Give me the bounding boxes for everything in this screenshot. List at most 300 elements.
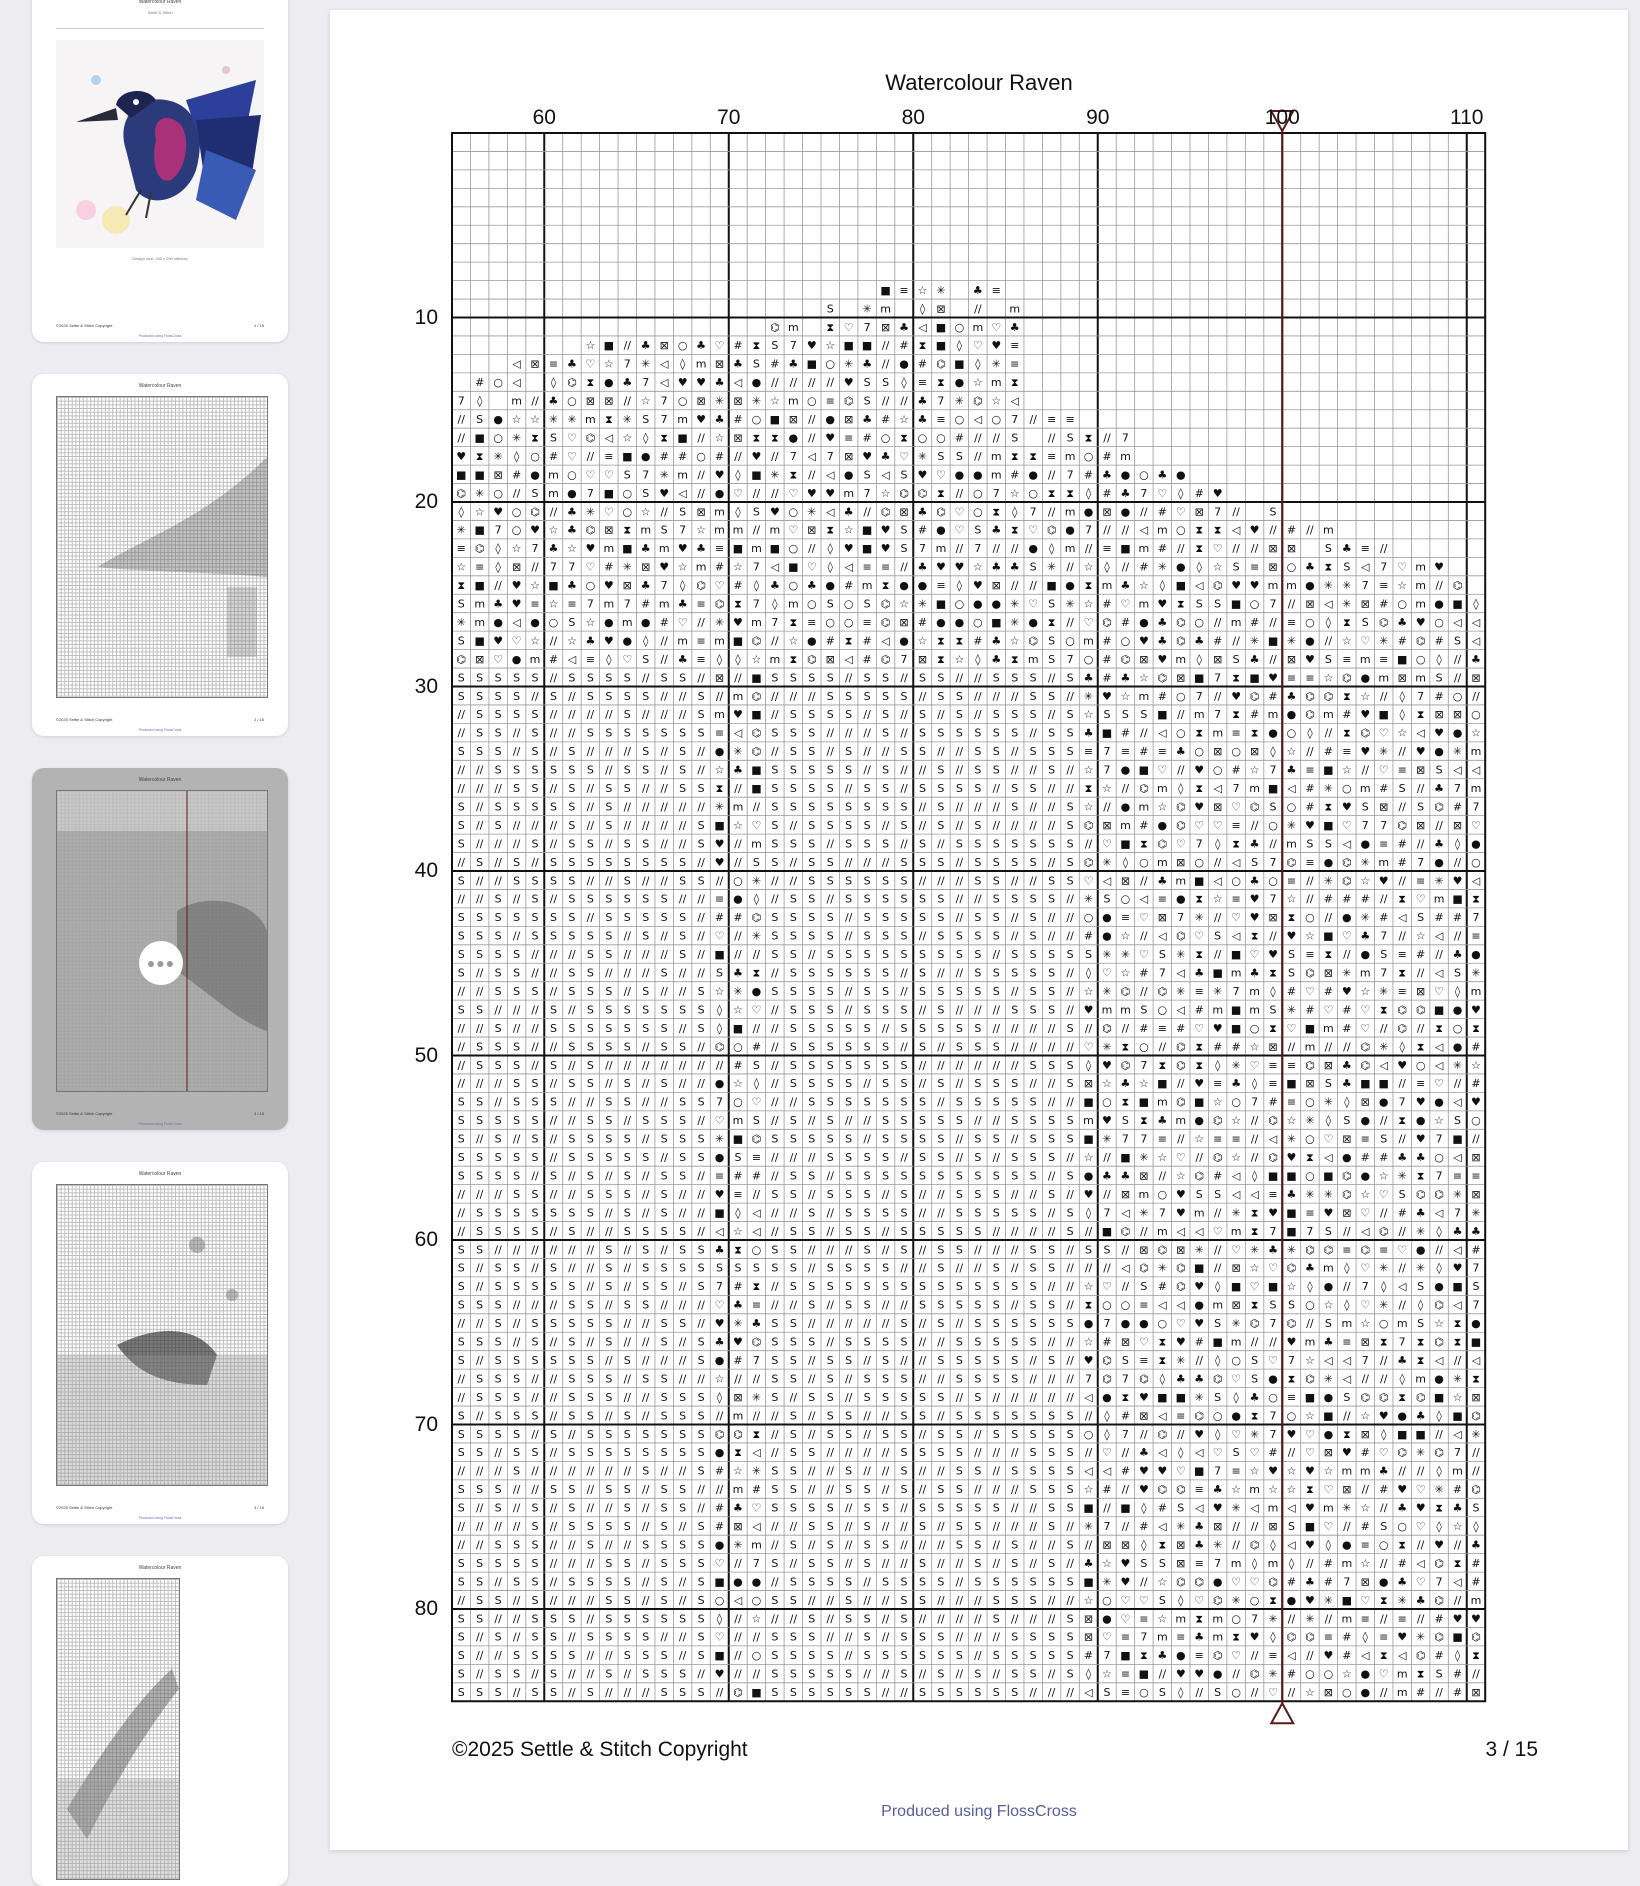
stitch-symbol: S bbox=[1398, 782, 1406, 796]
stitch-symbol: ○ bbox=[1231, 1686, 1241, 1700]
stitch-symbol: ♣ bbox=[1083, 726, 1094, 740]
stitch-symbol: ○ bbox=[1378, 1538, 1389, 1552]
stitch-symbol: ♣ bbox=[806, 579, 817, 593]
stitch-symbol: ⌬ bbox=[1397, 1003, 1407, 1017]
stitch-symbol: ♥ bbox=[1415, 1132, 1426, 1146]
stitch-symbol: ◁ bbox=[1010, 394, 1019, 408]
stitch-symbol: S bbox=[1066, 1630, 1074, 1644]
stitch-symbol: S bbox=[882, 1649, 890, 1663]
stitch-symbol: ■ bbox=[1230, 948, 1242, 962]
stitch-symbol: ♥ bbox=[1397, 1630, 1408, 1644]
stitch-symbol: m bbox=[787, 320, 799, 334]
stitch-symbol: S bbox=[660, 1390, 668, 1404]
stitch-symbol: S bbox=[1048, 1427, 1056, 1441]
stitch-symbol: // bbox=[771, 892, 779, 906]
stitch-symbol: m bbox=[1212, 726, 1224, 740]
stitch-symbol: ◊ bbox=[1436, 1464, 1442, 1478]
stitch-symbol: ∕∕ bbox=[734, 929, 742, 943]
stitch-symbol: ◁ bbox=[1453, 1427, 1462, 1441]
stitch-symbol: ■ bbox=[1230, 1021, 1242, 1035]
stitch-symbol: ♡ bbox=[1212, 1224, 1223, 1238]
stitch-symbol: S bbox=[900, 800, 908, 814]
stitch-symbol: ● bbox=[1120, 800, 1131, 814]
stitch-symbol: ♥ bbox=[1212, 1021, 1223, 1035]
stitch-symbol: S bbox=[642, 1612, 650, 1626]
stitch-symbol: // bbox=[881, 1021, 890, 1035]
stitch-symbol: S bbox=[549, 1169, 557, 1183]
stitch-symbol: ♥ bbox=[603, 579, 614, 593]
stitch-symbol: ○ bbox=[1139, 468, 1149, 482]
stitch-symbol: S bbox=[826, 1353, 834, 1367]
stitch-symbol: S bbox=[845, 1021, 853, 1035]
stitch-symbol: m bbox=[1359, 652, 1371, 666]
stitch-symbol: ♥ bbox=[1194, 1077, 1205, 1091]
stitch-symbol: ♡ bbox=[1360, 1206, 1371, 1220]
stitch-symbol: S bbox=[697, 1427, 705, 1441]
stitch-symbol: # bbox=[1120, 615, 1131, 629]
stitch-symbol: ☆ bbox=[1286, 745, 1297, 759]
stitch-symbol: S bbox=[457, 1612, 465, 1626]
stitch-symbol: ⧗ bbox=[1195, 726, 1204, 740]
stitch-symbol: // bbox=[844, 1501, 853, 1515]
stitch-symbol: ● bbox=[1175, 1649, 1186, 1663]
stitch-symbol: S bbox=[882, 1151, 890, 1165]
stitch-symbol: m bbox=[1101, 579, 1113, 593]
stitch-symbol: 7 bbox=[937, 394, 945, 408]
stitch-symbol: S bbox=[1251, 855, 1259, 869]
page-thumbnail-1[interactable] bbox=[32, 0, 288, 342]
stitch-symbol: ⌬ bbox=[1305, 1630, 1315, 1644]
stitch-symbol: ◁ bbox=[1084, 1686, 1093, 1700]
stitch-symbol: ✳ bbox=[1286, 1132, 1297, 1146]
stitch-symbol: ≡ bbox=[1416, 1077, 1426, 1091]
stitch-symbol: // bbox=[918, 1077, 927, 1091]
stitch-symbol: S bbox=[476, 1575, 484, 1589]
stitch-symbol: S bbox=[937, 782, 945, 796]
stitch-symbol: // bbox=[605, 1353, 613, 1367]
stitch-symbol: ♣ bbox=[1157, 1114, 1168, 1128]
stitch-symbol: ⌬ bbox=[1360, 726, 1371, 740]
stitch-symbol: ♥ bbox=[1304, 1538, 1315, 1552]
stitch-symbol: ⧗ bbox=[1047, 486, 1056, 500]
stitch-symbol: // bbox=[844, 984, 853, 998]
stitch-symbol: S bbox=[568, 1649, 576, 1663]
stitch-symbol: S bbox=[1066, 1538, 1074, 1552]
stitch-symbol: ■ bbox=[732, 634, 744, 648]
stitch-symbol: S bbox=[586, 1372, 594, 1386]
stitch-symbol: ✳ bbox=[770, 468, 780, 482]
stitch-symbol: ○ bbox=[511, 505, 522, 519]
stitch-symbol: S bbox=[1011, 948, 1019, 962]
stitch-symbol: // bbox=[863, 1114, 871, 1128]
stitch-symbol: ■ bbox=[806, 357, 817, 371]
stitch-symbol: ♡ bbox=[1249, 1280, 1260, 1294]
stitch-symbol: ✳ bbox=[1342, 597, 1352, 611]
stitch-symbol: ◊ bbox=[1381, 1427, 1387, 1441]
stitch-symbol: ☆ bbox=[1083, 984, 1094, 998]
stitch-symbol: S bbox=[457, 1409, 465, 1423]
stitch-symbol: // bbox=[992, 689, 1000, 703]
stitch-symbol: S bbox=[476, 1686, 484, 1700]
stitch-symbol: ■ bbox=[861, 542, 873, 556]
stitch-symbol: ✳ bbox=[1065, 597, 1075, 611]
stitch-symbol: ♡ bbox=[806, 560, 817, 574]
stitch-symbol: S bbox=[1066, 818, 1074, 832]
stitch-symbol: ∕∕ bbox=[771, 1538, 779, 1552]
stitch-symbol: S bbox=[457, 745, 465, 759]
stitch-symbol: ● bbox=[1305, 579, 1315, 593]
stitch-symbol: m bbox=[732, 1114, 744, 1128]
stitch-symbol: ⧗ bbox=[1435, 1501, 1443, 1515]
stitch-symbol: ◊ bbox=[1251, 1556, 1258, 1570]
stitch-symbol: S bbox=[900, 1593, 908, 1607]
stitch-symbol: S bbox=[494, 929, 502, 943]
stitch-symbol: S bbox=[789, 1427, 797, 1441]
stitch-symbol: 7 bbox=[1361, 579, 1369, 593]
stitch-symbol: S bbox=[623, 1409, 631, 1423]
stitch-symbol: S bbox=[457, 634, 465, 648]
stitch-symbol: 7 bbox=[1103, 1649, 1111, 1663]
stitch-symbol: ♥ bbox=[714, 1667, 725, 1681]
stitch-symbol: # bbox=[1342, 1003, 1352, 1017]
stitch-symbol: # bbox=[1194, 486, 1204, 500]
stitch-symbol: S bbox=[992, 892, 1000, 906]
stitch-symbol: ⊠ bbox=[1194, 505, 1204, 519]
stitch-symbol: S bbox=[826, 1556, 834, 1570]
stitch-symbol: // bbox=[475, 984, 484, 998]
stitch-symbol: ∕∕ bbox=[457, 1390, 465, 1404]
stitch-symbol: // bbox=[1029, 726, 1037, 740]
stitch-symbol: S bbox=[771, 671, 779, 685]
stitch-symbol: S bbox=[845, 966, 853, 980]
stitch-symbol: // bbox=[457, 855, 465, 869]
stitch-symbol: # bbox=[917, 357, 928, 371]
stitch-symbol: ♣ bbox=[733, 763, 743, 777]
stitch-symbol: ⧗ bbox=[1342, 1427, 1351, 1441]
stitch-symbol: // bbox=[789, 855, 798, 869]
stitch-symbol: S bbox=[697, 708, 705, 722]
stitch-symbol: ≡ bbox=[1139, 1298, 1149, 1312]
stitch-symbol: m bbox=[695, 357, 707, 371]
stitch-symbol: ∕∕ bbox=[789, 376, 798, 390]
stitch-symbol: ∕∕ bbox=[992, 1243, 1000, 1257]
stitch-symbol: S bbox=[549, 1261, 557, 1275]
stitch-symbol: 7 bbox=[1472, 1261, 1480, 1275]
stitch-symbol: ⊠ bbox=[1342, 1132, 1352, 1146]
stitch-symbol: ✳ bbox=[1139, 1206, 1149, 1220]
stitch-symbol: S bbox=[863, 394, 871, 408]
stitch-symbol: S bbox=[549, 1206, 557, 1220]
stitch-symbol: S bbox=[642, 1114, 650, 1128]
stitch-symbol: ∕∕ bbox=[863, 505, 871, 519]
stitch-symbol: # bbox=[1434, 634, 1444, 648]
stitch-symbol: ♥ bbox=[1378, 1409, 1389, 1423]
stitch-symbol: ∕∕ bbox=[1416, 837, 1425, 851]
stitch-symbol: ∕∕ bbox=[992, 1151, 1000, 1165]
stitch-symbol: S bbox=[494, 1483, 502, 1497]
stitch-symbol: // bbox=[918, 1612, 927, 1626]
stitch-symbol: ∕∕ bbox=[623, 1372, 631, 1386]
page-thumbnail-4[interactable] bbox=[32, 1162, 288, 1524]
stitch-symbol: S bbox=[826, 1538, 834, 1552]
stitch-symbol: S bbox=[918, 1649, 926, 1663]
stitch-symbol: ⊠ bbox=[1120, 1335, 1131, 1349]
stitch-symbol: ◁ bbox=[1416, 1556, 1425, 1570]
stitch-symbol: ⊠ bbox=[1139, 652, 1149, 666]
stitch-symbol: S bbox=[568, 966, 576, 980]
thumb-copyright: ©2025 Settle & Stitch Copyright bbox=[56, 1505, 113, 1510]
stitch-symbol: ⊠ bbox=[1249, 745, 1260, 759]
stitch-symbol: S bbox=[1103, 892, 1111, 906]
stitch-symbol: ∕∕ bbox=[1103, 1261, 1111, 1275]
stitch-symbol: ■ bbox=[769, 542, 781, 556]
stitch-symbol: S bbox=[476, 671, 484, 685]
stitch-symbol: S bbox=[992, 1298, 1000, 1312]
stitch-symbol: S bbox=[826, 1520, 834, 1534]
stitch-symbol: S bbox=[605, 782, 613, 796]
stitch-symbol: S bbox=[937, 1390, 945, 1404]
stitch-symbol: S bbox=[660, 1114, 668, 1128]
stitch-symbol: S bbox=[900, 468, 908, 482]
stitch-symbol: ☆ bbox=[1286, 1464, 1297, 1478]
page-title: Watercolour Raven bbox=[885, 70, 1073, 95]
stitch-symbol: ◊ bbox=[1344, 1095, 1350, 1109]
stitch-symbol: S bbox=[1029, 1667, 1037, 1681]
stitch-symbol: S bbox=[586, 1077, 594, 1091]
stitch-symbol: // bbox=[1066, 1372, 1074, 1386]
stitch-symbol: S bbox=[826, 1021, 834, 1035]
stitch-symbol: // bbox=[605, 1077, 613, 1091]
stitch-symbol: ⧗ bbox=[1416, 1353, 1425, 1367]
stitch-symbol: ∕∕ bbox=[808, 1593, 816, 1607]
stitch-symbol: ● bbox=[1102, 911, 1112, 925]
stitch-symbol: S bbox=[826, 1667, 834, 1681]
stitch-symbol: S bbox=[900, 1058, 908, 1072]
stitch-symbol: 7 bbox=[1085, 1372, 1093, 1386]
stitch-symbol: ■ bbox=[474, 523, 485, 537]
stitch-symbol: // bbox=[844, 1630, 853, 1644]
stitch-symbol: ∕∕ bbox=[697, 1040, 705, 1054]
stitch-symbol: ♥ bbox=[1249, 1630, 1260, 1644]
stitch-symbol: S bbox=[1029, 1446, 1037, 1460]
stitch-symbol: // bbox=[475, 1501, 484, 1515]
stitch-symbol: S bbox=[845, 1483, 853, 1497]
stitch-symbol: S bbox=[992, 874, 1000, 888]
stitch-symbol: // bbox=[1343, 1224, 1351, 1238]
stitch-symbol: ∕∕ bbox=[549, 726, 558, 740]
page-thumbnail-3[interactable] bbox=[32, 768, 288, 1130]
stitch-symbol: ◊ bbox=[1399, 1040, 1405, 1054]
stitch-symbol: S bbox=[918, 984, 926, 998]
stitch-symbol: ∕∕ bbox=[1324, 1040, 1333, 1054]
stitch-symbol: ☆ bbox=[972, 376, 983, 390]
stitch-symbol: S bbox=[826, 1132, 834, 1146]
stitch-symbol: S bbox=[974, 1021, 982, 1035]
stitch-symbol: ⧗ bbox=[900, 431, 908, 445]
stitch-symbol: S bbox=[1011, 1538, 1019, 1552]
stitch-symbol: ⌬ bbox=[1471, 1630, 1481, 1644]
stitch-symbol: ⧗ bbox=[1140, 1114, 1148, 1128]
stitch-symbol: ∕∕ bbox=[586, 1464, 595, 1478]
stitch-symbol: ○ bbox=[1231, 745, 1241, 759]
stitch-symbol: S bbox=[623, 855, 631, 869]
stitch-symbol: ◊ bbox=[1436, 1261, 1442, 1275]
stitch-symbol: ♡ bbox=[714, 1630, 725, 1644]
stitch-symbol: S bbox=[789, 1575, 797, 1589]
stitch-symbol: S bbox=[992, 1686, 1000, 1700]
stitch-symbol: ∕∕ bbox=[752, 1667, 761, 1681]
stitch-symbol: ∕∕ bbox=[1103, 431, 1111, 445]
stitch-symbol: ◁ bbox=[1361, 1649, 1370, 1663]
stitch-symbol: S bbox=[494, 1667, 502, 1681]
stitch-symbol: S bbox=[586, 1187, 594, 1201]
page-thumbnail-5[interactable] bbox=[32, 1556, 288, 1886]
stitch-symbol: ✳ bbox=[1231, 1501, 1241, 1515]
stitch-symbol: ∕∕ bbox=[955, 874, 964, 888]
stitch-symbol: // bbox=[475, 1520, 484, 1534]
stitch-symbol: S bbox=[1066, 1021, 1074, 1035]
stitch-symbol: ✳ bbox=[567, 413, 577, 427]
stitch-symbol: # bbox=[1323, 892, 1333, 906]
stitch-symbol: m bbox=[1341, 1556, 1353, 1570]
stitch-symbol: 7 bbox=[1251, 1612, 1259, 1626]
stitch-symbol: S bbox=[531, 1593, 539, 1607]
stitch-symbol: S bbox=[586, 892, 594, 906]
stitch-symbol: S bbox=[900, 1446, 908, 1460]
stitch-symbol: S bbox=[568, 1390, 576, 1404]
stitch-symbol: S bbox=[568, 1280, 576, 1294]
stitch-symbol: S bbox=[568, 1372, 576, 1386]
stitch-symbol: ◁ bbox=[1324, 1353, 1333, 1367]
stitch-symbol: ⌬ bbox=[880, 597, 891, 611]
stitch-symbol: S bbox=[882, 892, 890, 906]
stitch-symbol: S bbox=[882, 837, 890, 851]
stitch-symbol: // bbox=[568, 1243, 576, 1257]
stitch-symbol: // bbox=[1011, 1446, 1019, 1460]
stitch-symbol: S bbox=[808, 1058, 816, 1072]
stitch-symbol: S bbox=[1085, 1243, 1093, 1257]
stitch-symbol: ≡ bbox=[917, 376, 928, 390]
stitch-symbol: ∕∕ bbox=[918, 1667, 927, 1681]
stitch-symbol: // bbox=[1103, 523, 1111, 537]
stitch-symbol: ● bbox=[1175, 560, 1186, 574]
stitch-symbol: ♣ bbox=[1341, 1077, 1352, 1091]
row-label: 60 bbox=[414, 1228, 438, 1251]
stitch-symbol: ☆ bbox=[733, 1077, 743, 1091]
stitch-symbol: // bbox=[549, 1538, 558, 1552]
stitch-symbol: S bbox=[955, 1372, 963, 1386]
stitch-symbol: S bbox=[1417, 1280, 1425, 1294]
stitch-symbol: # bbox=[1083, 1649, 1094, 1663]
stitch-symbol: ⧗ bbox=[1324, 560, 1333, 574]
stitch-symbol: S bbox=[605, 671, 613, 685]
stitch-symbol: S bbox=[568, 745, 576, 759]
stitch-symbol: S bbox=[586, 1151, 594, 1165]
stitch-symbol: m bbox=[1212, 1298, 1224, 1312]
stitch-symbol: ∕∕ bbox=[457, 1520, 465, 1534]
stitch-symbol: ○ bbox=[1157, 1317, 1168, 1331]
stitch-symbol: S bbox=[494, 1556, 502, 1570]
stitch-symbol: S bbox=[586, 1538, 594, 1552]
stitch-symbol: // bbox=[937, 745, 945, 759]
stitch-symbol: ∕∕ bbox=[881, 1612, 890, 1626]
stitch-symbol: ☆ bbox=[1360, 984, 1371, 998]
stitch-symbol: # bbox=[1213, 1040, 1223, 1054]
stitch-symbol: ⊠ bbox=[1323, 1446, 1333, 1460]
stitch-symbol: S bbox=[882, 800, 890, 814]
stitch-symbol: // bbox=[937, 1095, 945, 1109]
stitch-symbol: S bbox=[974, 1298, 982, 1312]
stitch-symbol: S bbox=[549, 1003, 557, 1017]
stitch-symbol: S bbox=[623, 837, 631, 851]
stitch-symbol: 7 bbox=[1103, 1206, 1111, 1220]
stitch-symbol: ∕∕ bbox=[549, 1224, 558, 1238]
stitch-symbol: // bbox=[605, 1649, 613, 1663]
page-thumbnail-2[interactable] bbox=[32, 374, 288, 736]
stitch-symbol: S bbox=[937, 1353, 945, 1367]
stitch-symbol: ∕∕ bbox=[1047, 1040, 1056, 1054]
stitch-symbol: ● bbox=[1175, 892, 1186, 906]
stitch-symbol: // bbox=[549, 837, 558, 851]
stitch-symbol: // bbox=[1306, 874, 1314, 888]
stitch-symbol: ∕∕ bbox=[1232, 1520, 1240, 1534]
stitch-symbol: ◊ bbox=[1085, 486, 1092, 500]
stitch-symbol: S bbox=[623, 763, 631, 777]
stitch-symbol: S bbox=[845, 1077, 853, 1091]
stitch-symbol: // bbox=[900, 1040, 908, 1054]
stitch-symbol: S bbox=[992, 726, 1000, 740]
stitch-symbol: S bbox=[605, 689, 613, 703]
stitch-symbol: S bbox=[494, 966, 502, 980]
stitch-symbol: ⧗ bbox=[1195, 542, 1204, 556]
stitch-symbol: ♣ bbox=[1434, 837, 1445, 851]
stitch-symbol: S bbox=[974, 1040, 982, 1054]
stitch-symbol: ∕∕ bbox=[549, 505, 558, 519]
stitch-symbol: ⌬ bbox=[1102, 1372, 1112, 1386]
stitch-symbol: ⌬ bbox=[1415, 1187, 1426, 1201]
stitch-symbol: ✳ bbox=[917, 449, 928, 463]
stitch-symbol: m bbox=[1267, 708, 1279, 722]
stitch-symbol: ◊ bbox=[1436, 1520, 1442, 1534]
stitch-symbol: ∕∕ bbox=[678, 1187, 687, 1201]
stitch-symbol: S bbox=[568, 874, 576, 888]
stitch-symbol: ⧗ bbox=[1047, 615, 1056, 629]
stitch-symbol: S bbox=[476, 1372, 484, 1386]
stitch-symbol: S bbox=[679, 1151, 687, 1165]
stitch-symbol: # bbox=[973, 634, 983, 648]
stitch-symbol: ✳ bbox=[1157, 560, 1167, 574]
stitch-symbol: m bbox=[1156, 1224, 1168, 1238]
stitch-symbol: ♥ bbox=[1268, 948, 1278, 962]
stitch-symbol: S bbox=[642, 745, 650, 759]
stitch-symbol: ⊠ bbox=[1139, 1169, 1149, 1183]
stitch-symbol: ≡ bbox=[1360, 1538, 1370, 1552]
stitch-symbol: S bbox=[937, 984, 945, 998]
stitch-symbol: S bbox=[679, 1224, 687, 1238]
stitch-symbol: ○ bbox=[1249, 597, 1260, 611]
stitch-symbol: ∕∕ bbox=[992, 800, 1000, 814]
stitch-symbol: ∕∕ bbox=[678, 1077, 687, 1091]
stitch-symbol: S bbox=[623, 1353, 631, 1367]
stitch-symbol: ■ bbox=[1157, 1390, 1168, 1404]
stitch-symbol: ⌬ bbox=[1434, 1446, 1444, 1460]
stitch-symbol: S bbox=[642, 892, 650, 906]
more-options-button[interactable] bbox=[139, 941, 183, 985]
stitch-symbol: // bbox=[771, 745, 779, 759]
stitch-symbol: S bbox=[752, 357, 760, 371]
stitch-symbol: ⌬ bbox=[880, 505, 891, 519]
stitch-symbol: m bbox=[769, 652, 781, 666]
